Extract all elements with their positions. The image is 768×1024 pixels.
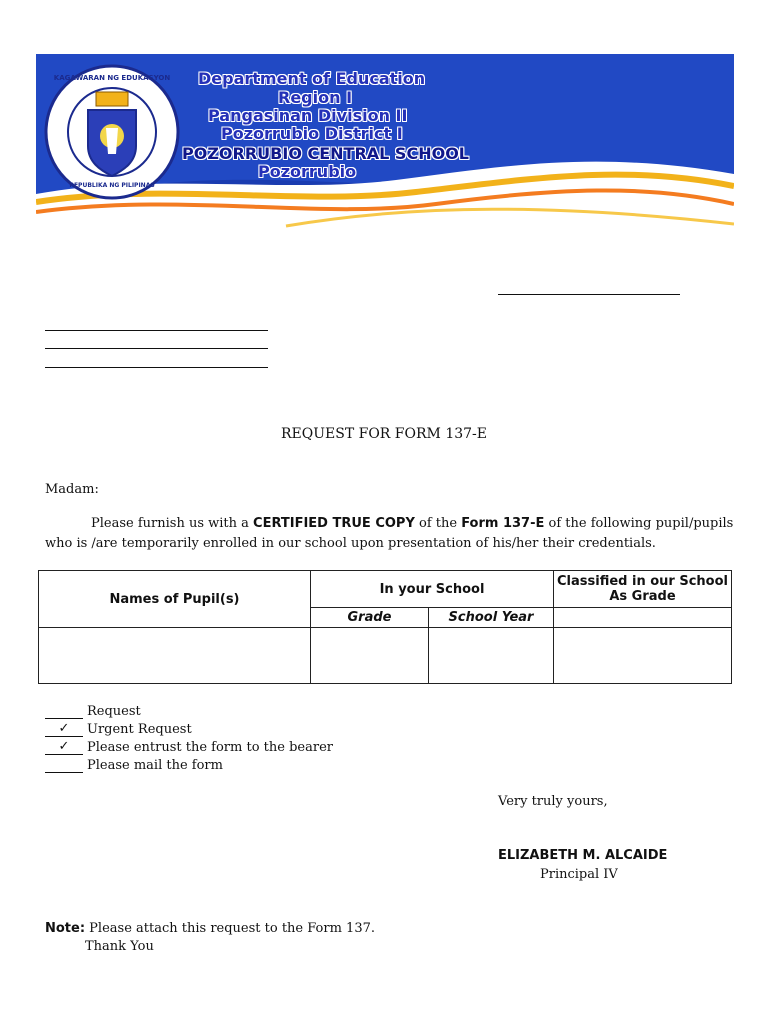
valediction: Very truly yours,	[498, 794, 608, 809]
checklist-item[interactable]	[45, 740, 333, 755]
seal-text-bottom: REPUBLIKA NG PILIPINAS	[69, 182, 155, 189]
checklist-label: Please mail the form	[87, 758, 223, 773]
body-text-2: of the	[414, 516, 462, 531]
checklist-item[interactable]	[45, 758, 223, 773]
note	[45, 921, 375, 936]
deped-seal-icon	[46, 66, 178, 198]
thank-you: Thank You	[85, 939, 154, 954]
body-bold-form: Form 137-E	[461, 516, 545, 531]
body-text-3: of the following pupil/pupils	[544, 516, 734, 531]
header-line-school: POZORRUBIO CENTRAL SCHOOL	[182, 144, 469, 163]
checklist-label: Request	[87, 704, 141, 719]
signatory-position: Principal IV	[540, 867, 618, 882]
checklist-item[interactable]	[45, 722, 192, 737]
checkbox-urgent[interactable]: ✓	[45, 722, 83, 737]
pupil-table	[38, 570, 731, 683]
header-line-town: Pozorrubio	[258, 162, 357, 181]
col-header-names: Names of Pupil(s)	[39, 571, 311, 628]
col-header-classified-line2: As Grade	[609, 589, 676, 604]
recipient-line-1[interactable]	[45, 330, 268, 331]
cell-grade-empty[interactable]	[311, 628, 429, 684]
sub-header-blank	[554, 608, 732, 628]
salutation: Madam:	[45, 482, 99, 497]
recipient-line-3[interactable]	[45, 367, 268, 368]
body-bold-certified: CERTIFIED TRUE COPY	[253, 516, 415, 531]
header-line-district: Pozorrubio District I	[221, 124, 403, 143]
note-label: Note:	[45, 921, 86, 936]
body-paragraph-line-2: who is /are temporarily enrolled in our school upon presentation of his/her their credentials.	[45, 536, 656, 551]
header-line-division: Pangasinan Division II	[208, 106, 408, 125]
body-text-1: Please furnish us with a	[91, 516, 254, 531]
checklist-label: Urgent Request	[87, 722, 192, 737]
header-banner	[36, 54, 734, 240]
cell-classified-empty[interactable]	[554, 628, 732, 684]
seal-text-top: KAGAWARAN NG EDUKASYON	[53, 74, 171, 82]
col-header-classified	[554, 571, 732, 608]
col-header-school: In your School	[311, 571, 554, 608]
checkbox-request[interactable]	[45, 704, 83, 719]
date-line[interactable]	[498, 294, 680, 295]
checklist-item[interactable]	[45, 704, 141, 719]
note-text: Please attach this request to the Form 137.	[85, 921, 376, 936]
col-header-classified-line1: Classified in our School	[557, 574, 729, 589]
header-line-deped: Department of Education	[198, 69, 426, 88]
checklist-label: Please entrust the form to the bearer	[87, 740, 333, 755]
checkbox-mail[interactable]	[45, 758, 83, 773]
signatory-name: ELIZABETH M. ALCAIDE	[498, 848, 668, 863]
sub-header-school-year: School Year	[429, 608, 554, 628]
sub-header-grade: Grade	[311, 608, 429, 628]
letter-title: REQUEST FOR FORM 137-E	[280, 426, 487, 442]
body-paragraph-line-1	[91, 516, 733, 531]
cell-year-empty[interactable]	[429, 628, 554, 684]
checkbox-entrust[interactable]: ✓	[45, 740, 83, 755]
header-line-region: Region I	[278, 88, 353, 107]
cell-names-empty[interactable]	[39, 628, 311, 684]
recipient-line-2[interactable]	[45, 348, 268, 349]
